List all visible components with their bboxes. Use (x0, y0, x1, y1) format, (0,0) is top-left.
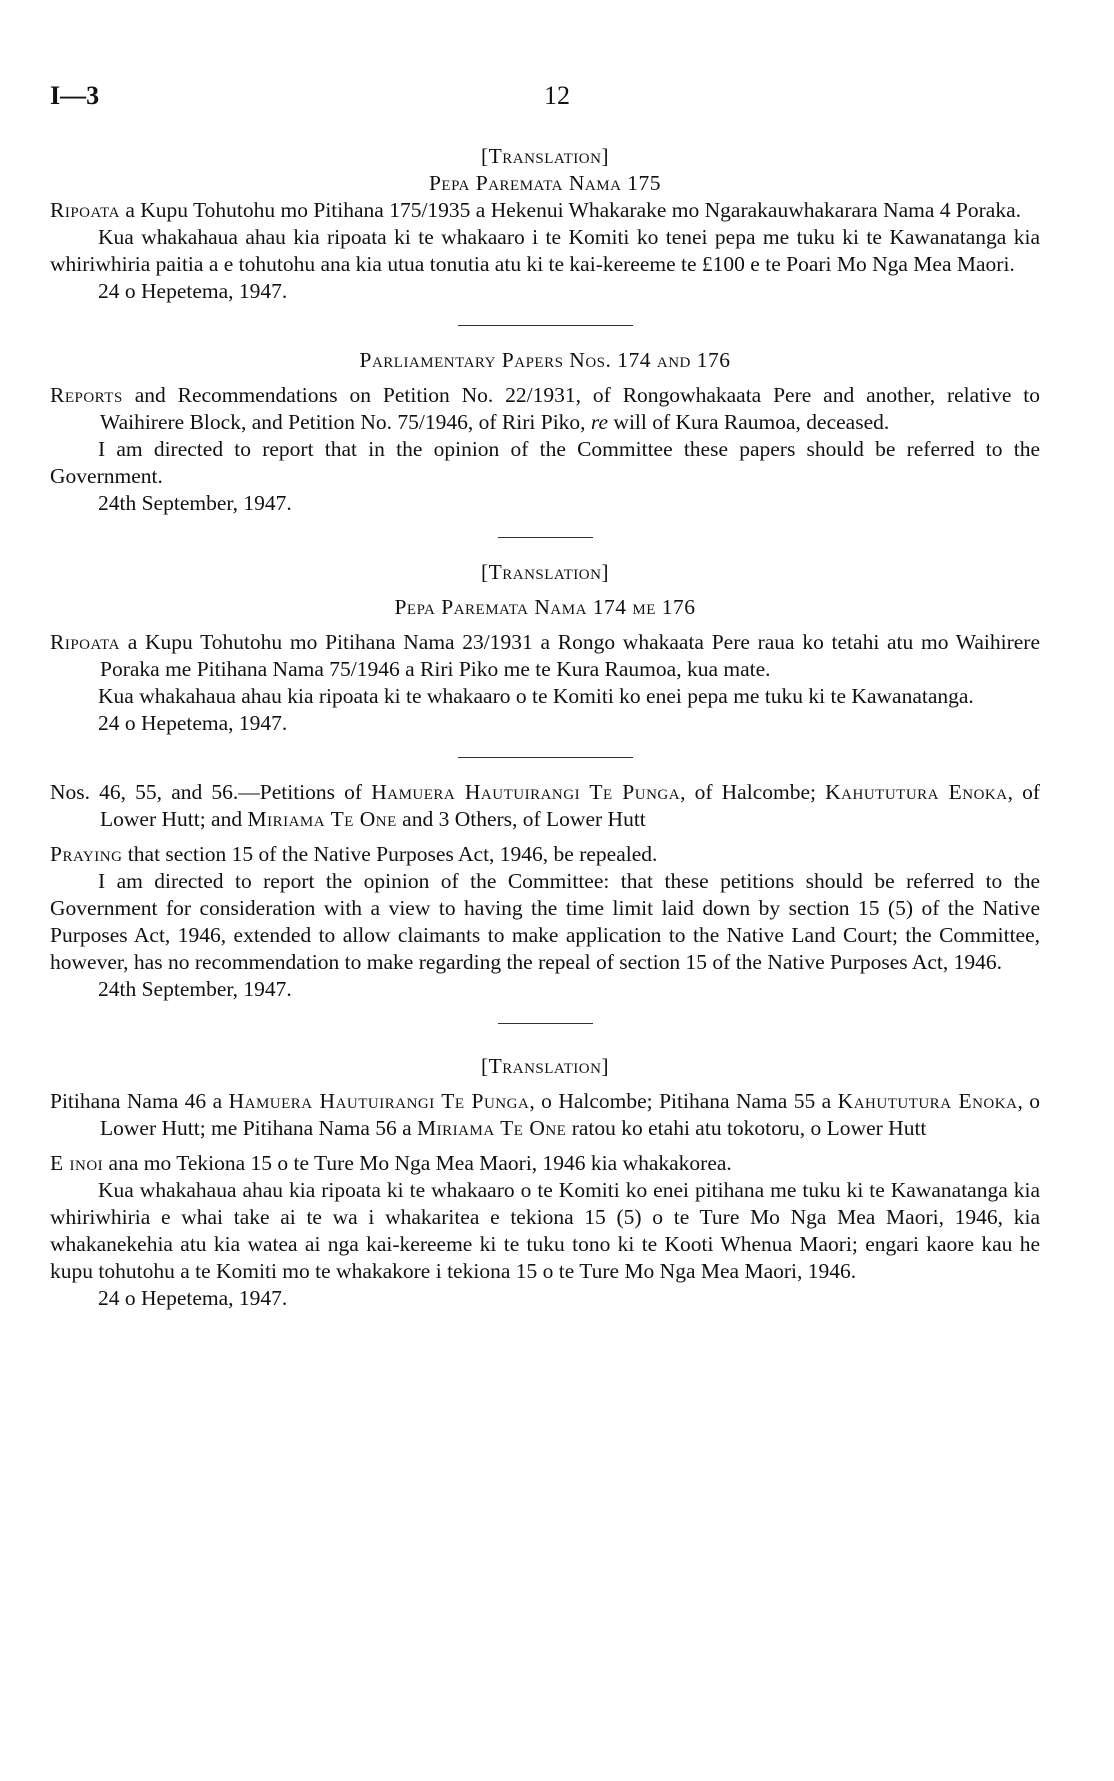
petitioner-name: Miriama Te One (417, 1116, 567, 1140)
section-subject (50, 197, 1040, 224)
section-translation-174-176 (50, 559, 1040, 737)
section-date: 24th September, 1947. (98, 491, 292, 515)
lead-word: Ripoata (50, 630, 120, 654)
section-subject (50, 629, 1040, 683)
petition-text: and 3 Others, of Lower Hutt (402, 807, 646, 831)
section-date: 24 o Hepetema, 1947. (98, 279, 288, 303)
petitioner-name: Hamuera Hautuirangi Te Punga (371, 780, 681, 804)
petition-heading (50, 779, 1040, 833)
petition-heading (50, 1088, 1040, 1142)
divider-rule (458, 325, 633, 326)
petition-text: , of Halcombe; (680, 780, 816, 804)
lead-word: E inoi (50, 1151, 104, 1175)
petition-text: , o Lower Hutt; me Pitihana Nama 56 a (100, 1089, 1040, 1140)
petitioner-name: Hamuera Hautuirangi Te Punga (228, 1089, 530, 1113)
section-body: I am directed to report the opinion of the Committee: that these petitions should be referred to the Government for consideration with a view to having the time limit laid down by section 15 (5) of the Native Purposes Act, 1946, extended to allow claimants to make application to the Native Land Court; the Committee, however, has no recommendation to make regarding the repeal of section 15 of the Native Purposes Act, 1946. (50, 869, 1040, 974)
subject-re: re (590, 410, 609, 434)
subject-text-a: and Recommendations on Petition No. 22/1931, of Rongowhakaata Pere and another, relative to Waihirere Block, and Petition No. 75/1946, of Riri Piko, (100, 383, 1041, 434)
subject-text-b: will of Kura Raumoa, deceased. (613, 410, 890, 434)
section-date: 24 o Hepetema, 1947. (98, 1286, 288, 1310)
lead-word: Ripoata (50, 198, 120, 222)
petition-text: Pitihana Nama 46 a (50, 1089, 223, 1113)
translation-label: [Translation] (480, 144, 610, 168)
petition-text: , of Lower Hutt; and (100, 780, 1041, 831)
section-papers-174-176 (50, 347, 1040, 517)
subject-text: a Kupu Tohutohu mo Pitihana Nama 23/1931 a Rongo whakaata Pere raua ko tetahi atu mo Waihirere Poraka me Pitihana Nama 75/1946 a Riri Piko me te Kura Raumoa, kua mate. (100, 630, 1040, 681)
section-petitions-46-55-56 (50, 779, 1040, 1003)
section-prayer (50, 1150, 1040, 1177)
section-translation-175 (50, 143, 1040, 305)
translation-label: [Translation] (480, 560, 610, 584)
translation-label: [Translation] (480, 1054, 610, 1078)
petition-text: ratou ko etahi atu tokotoru, o Lower Hutt (571, 1116, 927, 1140)
section-body: I am directed to report that in the opinion of the Committee these papers should be referred to the Government. (50, 437, 1040, 488)
prayer-text: that section 15 of the Native Purposes Act, 1946, be repealed. (127, 842, 658, 866)
lead-word: Reports (50, 383, 123, 407)
section-translation-petitions (50, 1045, 1040, 1312)
petitioner-name: Kahututura Enoka (837, 1089, 1018, 1113)
petitioner-name: Miriama Te One (247, 807, 397, 831)
lead-word: Praying (50, 842, 123, 866)
divider-rule (498, 537, 593, 538)
prayer-text: ana mo Tekiona 15 o te Ture Mo Nga Mea Maori, 1946 kia whakakorea. (108, 1151, 732, 1175)
subject-text: a Kupu Tohutohu mo Pitihana 175/1935 a Hekenui Whakarake mo Ngarakauwhakarara Nama 4 Poraka. (125, 198, 1022, 222)
page-number: 12 (544, 81, 570, 110)
divider-rule (458, 757, 633, 758)
document-code: I—3 (50, 81, 100, 110)
section-body: Kua whakahaua ahau kia ripoata ki te whakaaro i te Komiti ko tenei pepa me tuku ki te Kawanatanga kia whiriwhiria paitia a e tohutohu ana kia utua tonutia atu ki te kai-kereeme te £100 e te Poari Mo Nga Mea Maori. (50, 225, 1040, 276)
section-subject (50, 382, 1040, 436)
section-title: Parliamentary Papers Nos. 174 and 176 (359, 348, 731, 372)
petition-text: , o Halcombe; Pitihana Nama 55 a (529, 1089, 832, 1113)
section-date: 24th September, 1947. (98, 977, 292, 1001)
section-title: Pepa Paremata Nama 174 me 176 (394, 595, 696, 619)
section-title: Pepa Paremata Nama 175 (428, 171, 662, 195)
section-prayer (50, 841, 1040, 868)
section-date: 24 o Hepetema, 1947. (98, 711, 288, 735)
document-body (50, 143, 1040, 1312)
divider-rule (498, 1023, 593, 1024)
petitioner-name: Kahututura Enoka (825, 780, 1008, 804)
section-body: Kua whakahaua ahau kia ripoata ki te whakaaro o te Komiti ko enei pitihana me tuku ki te Kawanatanga kia whiriwhiria e whai take ai te wa i whakaritea e tekiona 15 (5) o te Ture Mo Nga Mea Maori, 1946, kia whakanekehia atu kia watea ai nga kai-kereeme ki te tuku tono ki te Kooti Whenua Maori; engari kaore kau he kupu tohutohu a te Komiti mo te whakakore i tekiona 15 o te Ture Mo Nga Mea Maori, 1946. (50, 1178, 1040, 1283)
page-header (50, 82, 1064, 116)
petition-numbers: Nos. 46, 55, and 56.—Petitions of (50, 780, 363, 804)
section-body: Kua whakahaua ahau kia ripoata ki te whakaaro o te Komiti ko enei pepa me tuku ki te Kawanatanga. (98, 684, 974, 708)
